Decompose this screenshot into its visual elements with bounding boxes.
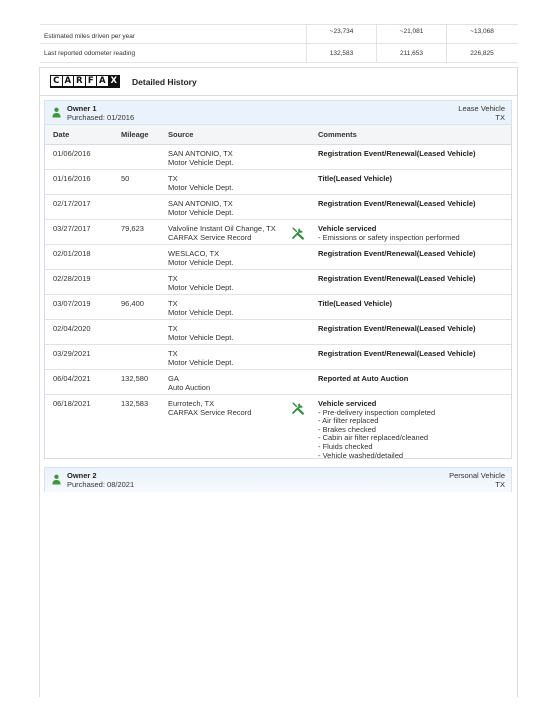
table-header <box>45 125 511 145</box>
summary-value: 211,653 <box>377 44 447 62</box>
source-type: Motor Vehicle Dept. <box>168 257 234 267</box>
comment-detail: - Emissions or safety inspection performed <box>318 232 460 242</box>
row-comment <box>318 225 460 242</box>
row-source <box>168 250 233 267</box>
table-row <box>45 245 511 270</box>
column-date: Date <box>53 130 70 139</box>
source-location: WESLACO, TX <box>168 249 220 258</box>
row-source <box>168 375 210 392</box>
owner-name: Owner 2 <box>67 471 97 480</box>
owner-vehicle-type: Lease Vehicle <box>458 104 505 113</box>
comment-detail: - Air filter replaced <box>318 416 379 426</box>
comment-title: Registration Event/Renewal(Leased Vehicle) <box>318 274 476 283</box>
comment-title: Registration Event/Renewal(Leased Vehicle) <box>318 249 476 258</box>
summary-label: Last reported odometer reading <box>40 44 307 62</box>
row-date: 06/18/2021 <box>53 399 91 408</box>
comment-title: Title(Leased Vehicle) <box>318 174 393 183</box>
owner-2-header <box>44 467 512 492</box>
row-date: 03/29/2021 <box>53 349 91 358</box>
owner-state: TX <box>495 113 505 122</box>
column-comments: Comments <box>318 130 357 139</box>
logo-letter: F <box>86 76 97 86</box>
source-type: Auto Auction <box>168 382 211 392</box>
row-source <box>168 150 233 167</box>
logo-letter: A <box>98 76 106 86</box>
source-type: CARFAX Service Record <box>168 232 252 242</box>
owner-purchase-date: Purchased: 08/2021 <box>67 480 135 489</box>
logo-letter: X <box>110 76 118 86</box>
logo-letter: A <box>64 76 72 86</box>
table-row <box>45 345 511 370</box>
comment-title: Title(Leased Vehicle) <box>318 299 393 308</box>
comment-detail: - Vehicle washed/detailed <box>318 450 404 460</box>
row-comment <box>318 400 435 460</box>
comment-title: Registration Event/Renewal(Leased Vehicle) <box>318 324 476 333</box>
logo-letter: R <box>75 76 83 86</box>
row-source <box>168 325 233 342</box>
source-type: Motor Vehicle Dept. <box>168 282 234 292</box>
comment-title: Vehicle serviced <box>318 224 377 233</box>
column-mileage: Mileage <box>121 130 149 139</box>
summary-value: ~13,068 <box>470 28 494 35</box>
row-mileage: 50 <box>121 174 130 183</box>
row-mileage: 96,400 <box>121 299 144 308</box>
owner-purchase-date: Purchased: 01/2016 <box>67 113 135 122</box>
row-date: 06/04/2021 <box>53 374 91 383</box>
comment-title: Registration Event/Renewal(Leased Vehicle) <box>318 349 476 358</box>
row-mileage: 132,583 <box>121 399 149 408</box>
summary-value: ~23,734 <box>307 25 377 43</box>
summary-value: 226,825 <box>470 49 494 57</box>
page-title: Detailed History <box>132 76 197 87</box>
row-date: 03/27/2017 <box>53 224 91 233</box>
comment-detail: - Fluids checked <box>318 441 373 451</box>
row-source <box>168 300 233 317</box>
source-location: TX <box>168 174 178 183</box>
table-row <box>45 170 511 195</box>
comment-title: Registration Event/Renewal(Leased Vehicle) <box>318 149 476 158</box>
wrench-screwdriver-icon <box>291 226 305 243</box>
source-location: TX <box>168 324 178 333</box>
source-type: Motor Vehicle Dept. <box>168 182 234 192</box>
table-row <box>45 370 511 395</box>
source-location: SAN ANTONIO, TX <box>168 149 233 158</box>
source-location: TX <box>168 274 178 283</box>
row-date: 02/01/2018 <box>53 249 91 258</box>
owner-name: Owner 1 <box>67 104 97 113</box>
history-rows <box>45 145 511 458</box>
summary-value: ~21,081 <box>377 25 447 43</box>
source-type: Motor Vehicle Dept. <box>168 157 234 167</box>
row-date: 02/04/2020 <box>53 324 91 333</box>
carfax-logo <box>50 75 120 88</box>
table-row <box>45 270 511 295</box>
source-type: Motor Vehicle Dept. <box>168 332 234 342</box>
comment-detail: - Brakes checked <box>318 424 376 434</box>
row-comment <box>318 375 408 384</box>
source-location: TX <box>168 349 178 358</box>
row-comment <box>318 150 476 159</box>
source-location: GA <box>168 374 179 383</box>
row-mileage: 79,623 <box>121 224 144 233</box>
odometer-summary-table <box>40 24 518 63</box>
row-source <box>168 400 251 417</box>
row-source <box>168 175 233 192</box>
owner-state: TX <box>495 480 505 489</box>
row-source <box>168 225 276 242</box>
source-type: Motor Vehicle Dept. <box>168 207 234 217</box>
source-location: TX <box>168 299 178 308</box>
source-location: SAN ANTONIO, TX <box>168 199 233 208</box>
row-comment <box>318 300 392 309</box>
row-source <box>168 200 233 217</box>
table-row <box>45 320 511 345</box>
source-location: Eurrotech, TX <box>168 399 215 408</box>
row-source <box>168 275 233 292</box>
row-comment <box>318 175 392 184</box>
comment-title: Reported at Auto Auction <box>318 374 409 383</box>
row-comment <box>318 250 476 259</box>
source-type: Motor Vehicle Dept. <box>168 307 234 317</box>
row-date: 01/06/2016 <box>53 149 91 158</box>
row-mileage: 132,580 <box>121 374 149 383</box>
row-comment <box>318 325 476 334</box>
row-date: 03/07/2019 <box>53 299 91 308</box>
table-row <box>45 395 511 458</box>
summary-label: Estimated miles driven per year <box>40 25 307 43</box>
comment-detail: - Cabin air filter replaced/cleaned <box>318 433 429 443</box>
history-header <box>40 68 517 96</box>
summary-row-miles-per-year <box>40 25 518 44</box>
table-row <box>45 220 511 245</box>
row-source <box>168 350 233 367</box>
row-date: 02/28/2019 <box>53 274 91 283</box>
logo-letter: C <box>51 76 62 86</box>
row-comment <box>318 275 476 284</box>
row-comment <box>318 200 476 209</box>
source-type: Motor Vehicle Dept. <box>168 357 234 367</box>
summary-value: 132,583 <box>307 44 377 62</box>
row-comment <box>318 350 476 359</box>
wrench-screwdriver-icon <box>291 401 305 418</box>
owner-vehicle-type: Personal Vehicle <box>449 471 505 480</box>
owner-1-header <box>44 100 512 125</box>
table-row <box>45 195 511 220</box>
person-icon <box>52 474 61 485</box>
table-row <box>45 295 511 320</box>
source-location: Valvoline Instant Oil Change, TX <box>168 224 276 233</box>
detailed-history-panel <box>39 67 518 697</box>
table-row <box>45 145 511 170</box>
summary-row-odometer <box>40 44 518 63</box>
history-table <box>44 125 512 459</box>
comment-detail: - Pre-delivery inspection completed <box>318 407 436 417</box>
column-source: Source <box>168 130 194 139</box>
row-date: 01/16/2016 <box>53 174 91 183</box>
comment-title: Registration Event/Renewal(Leased Vehicle) <box>318 199 476 208</box>
source-type: CARFAX Service Record <box>168 407 252 417</box>
comment-title: Vehicle serviced <box>318 399 377 408</box>
person-icon <box>52 107 61 118</box>
row-date: 02/17/2017 <box>53 199 91 208</box>
